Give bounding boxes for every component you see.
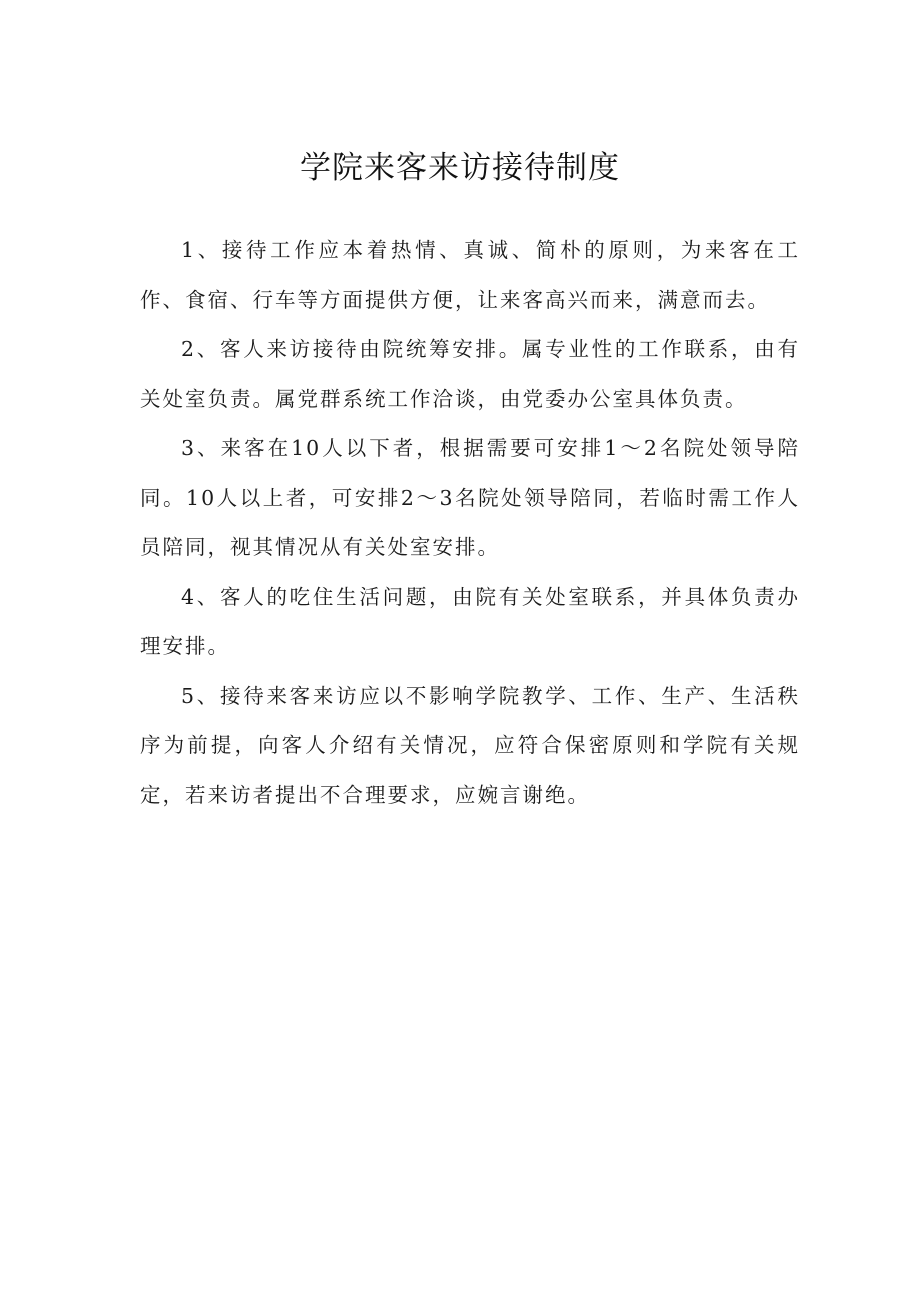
paragraph-3: 3、来客在10人以下者，根据需要可安排1～2名院处领导陪同。10人以上者，可安排2～3名院处领导陪同，若临时需工作人员陪同，视其情况从有关处室安排。	[140, 436, 800, 559]
paragraph-4: 4、客人的吃住生活问题，由院有关处室联系，并具体负责办理安排。	[140, 584, 800, 658]
paragraph-2: 2、客人来访接待由院统筹安排。属专业性的工作联系，由有关处室负责。属党群系统工作洽谈，由党委办公室具体负责。	[140, 337, 800, 411]
paragraph-5: 5、接待来客来访应以不影响学院教学、工作、生产、生活秩序为前提，向客人介绍有关情况，应符合保密原则和学院有关规定，若来访者提出不合理要求，应婉言谢绝。	[140, 683, 800, 807]
paragraph-1: 1、接待工作应本着热情、真诚、简朴的原则，为来客在工作、食宿、行车等方面提供方便，让来客高兴而来，满意而去。	[140, 238, 800, 312]
document-title: 学院来客来访接待制度	[300, 150, 620, 186]
document-body	[140, 226, 800, 820]
